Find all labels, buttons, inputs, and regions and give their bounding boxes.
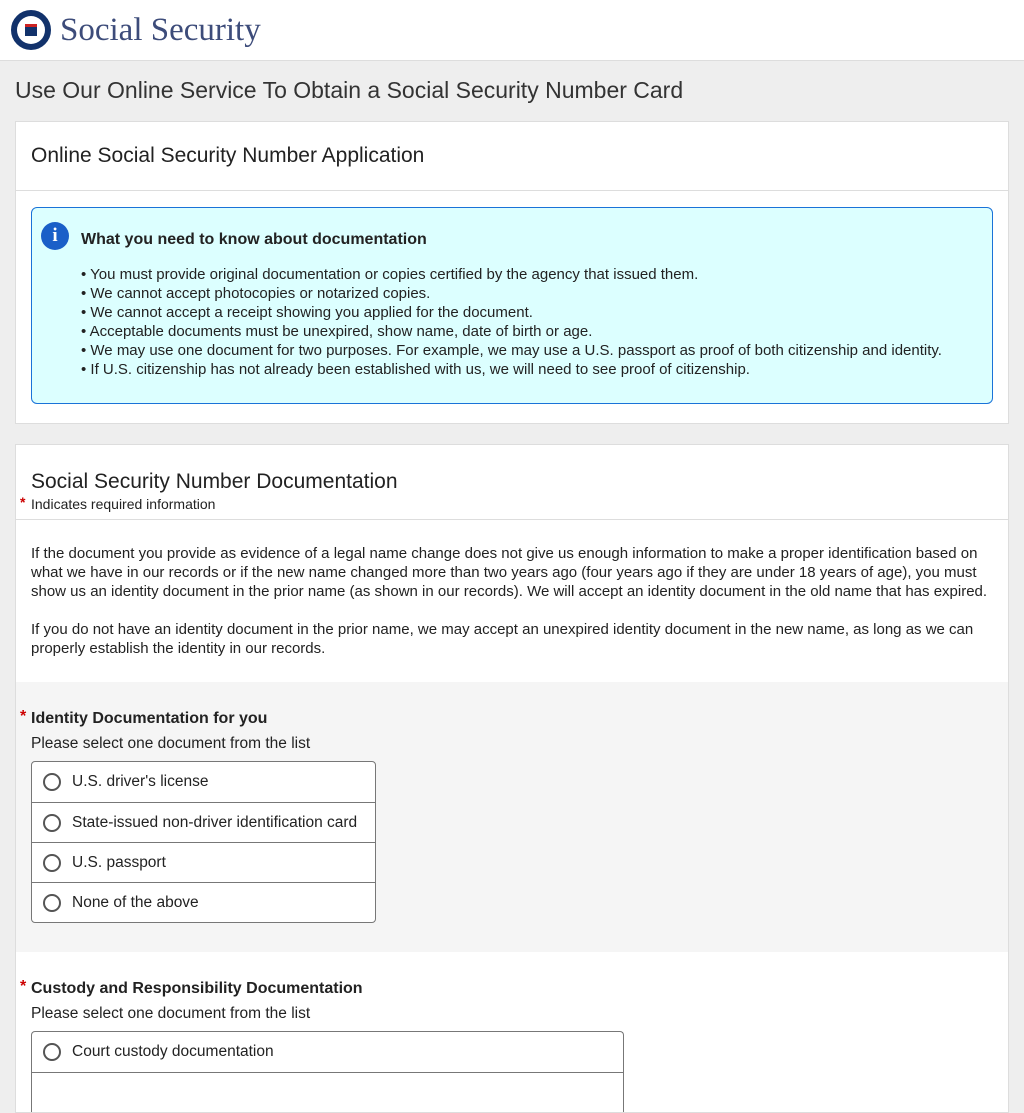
radio-button[interactable] xyxy=(43,894,61,912)
radio-option-none[interactable] xyxy=(32,882,375,922)
custody-title-text: Custody and Responsibility Documentation xyxy=(31,980,363,997)
radio-button[interactable] xyxy=(43,1043,61,1061)
identity-documentation-section xyxy=(16,682,1008,952)
identity-subtitle: Please select one document from the list xyxy=(31,735,311,752)
info-item: • We cannot accept photocopies or notarized copies. xyxy=(81,285,431,302)
info-item: • We may use one document for two purposes. For example, we may use a U.S. passport as proof of both citizenship and identity. xyxy=(81,342,942,359)
identity-title-text: Identity Documentation for you xyxy=(31,710,268,727)
page-title: Use Our Online Service To Obtain a Social Security Number Card xyxy=(15,77,684,103)
required-star: * xyxy=(20,708,27,725)
info-item: • Acceptable documents must be unexpired, show name, date of birth or age. xyxy=(81,323,593,340)
radio-option-passport[interactable] xyxy=(32,842,375,882)
required-note xyxy=(20,494,993,512)
custody-subtitle: Please select one document from the list xyxy=(31,1005,311,1022)
option-label: U.S. passport xyxy=(72,853,166,871)
brand-name[interactable]: Social Security xyxy=(60,11,261,48)
option-label: U.S. driver's license xyxy=(72,773,209,790)
custody-documentation-section xyxy=(16,952,1008,1112)
info-list xyxy=(81,265,982,379)
info-item: • We cannot accept a receipt showing you applied for the document. xyxy=(81,304,533,321)
name-change-explanation xyxy=(16,520,1008,682)
identity-title xyxy=(20,708,993,728)
required-note-text: Indicates required information xyxy=(31,496,216,512)
radio-option-more[interactable] xyxy=(32,1072,623,1112)
custody-radio-group xyxy=(31,1031,624,1112)
option-label: None of the above xyxy=(72,893,199,911)
info-item: • You must provide original documentation or copies certified by the agency that issued them. xyxy=(81,266,699,283)
info-item: • If U.S. citizenship has not already been established with us, we will need to see proof of citizenship. xyxy=(81,361,750,378)
radio-button[interactable] xyxy=(43,773,61,791)
documentation-info-box xyxy=(31,207,993,404)
paragraph: If you do not have an identity document in the prior name, we may accept an unexpired identity document in the new name, as long as we can properly establish the identity in our records. xyxy=(31,621,974,657)
option-label: State-issued non-driver identification card xyxy=(72,813,358,831)
radio-option-drivers-license[interactable] xyxy=(32,762,375,802)
option-label: Court custody documentation xyxy=(72,1043,274,1060)
identity-radio-group xyxy=(31,761,376,923)
radio-option-state-id[interactable] xyxy=(32,802,375,842)
required-star: * xyxy=(20,978,27,995)
required-star: * xyxy=(20,494,26,510)
custody-title xyxy=(20,978,993,998)
application-card xyxy=(15,121,1009,424)
documentation-card xyxy=(15,444,1009,1113)
card-title: Online Social Security Number Application xyxy=(16,122,1008,191)
radio-button[interactable] xyxy=(43,854,61,872)
site-header xyxy=(0,0,1024,61)
paragraph: If the document you provide as evidence of a legal name change does not give us enough information to make a proper identification based on what we have in our records or if the new name changed more than two years ago (four years ago if they are under 18 years of age), you must show us an identity document in the prior name (as shown in our records). We will accept an identity document in the old name that has expired. xyxy=(31,545,988,600)
radio-button[interactable] xyxy=(43,814,61,832)
radio-option-court-custody[interactable] xyxy=(32,1032,623,1072)
info-icon: i xyxy=(41,222,69,250)
section-title: Social Security Number Documentation xyxy=(31,470,398,493)
ssa-seal-logo[interactable] xyxy=(11,10,51,50)
info-title: What you need to know about documentation xyxy=(81,231,427,248)
